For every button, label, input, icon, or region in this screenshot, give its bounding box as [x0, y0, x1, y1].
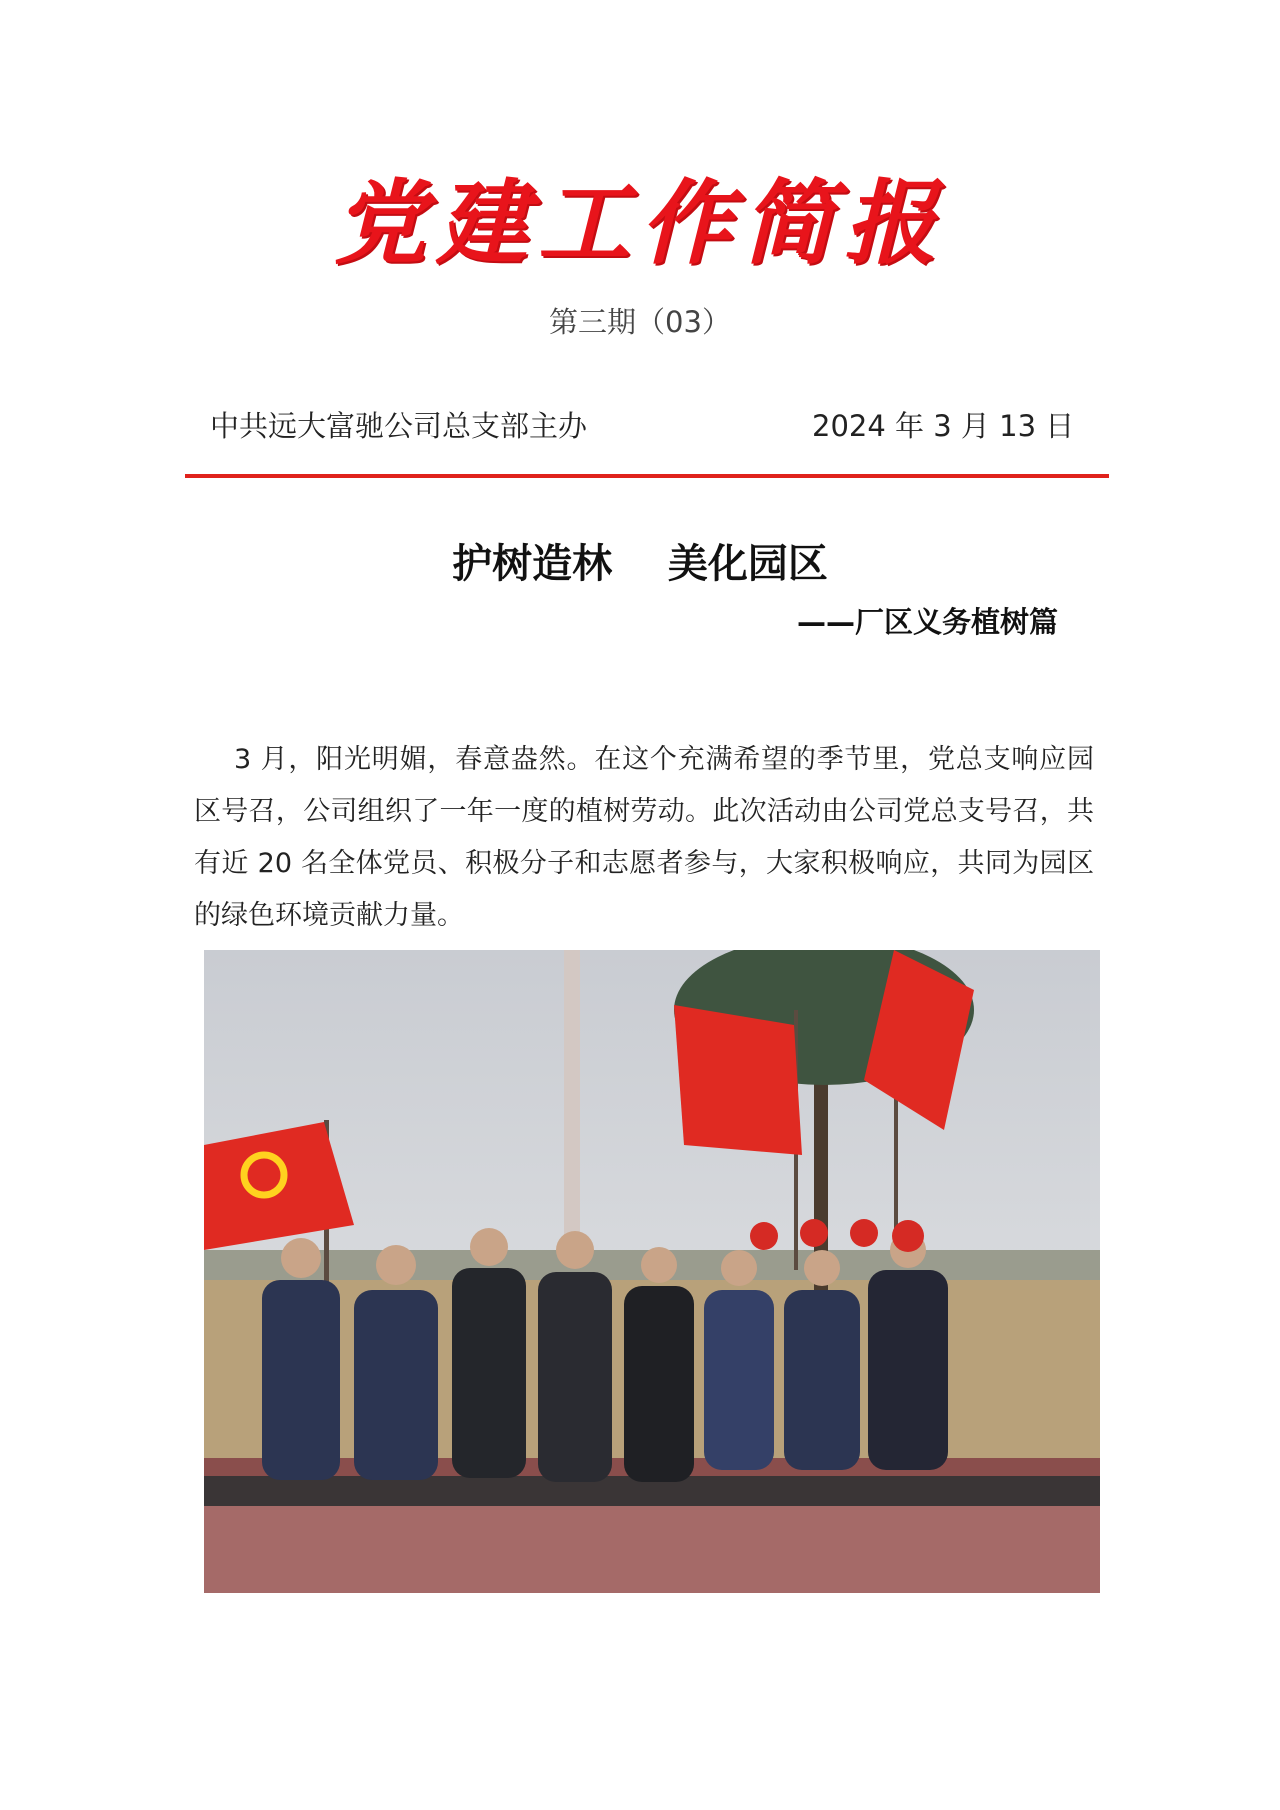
lamp-pole	[564, 950, 580, 1250]
article-subtitle: ——厂区义务植树篇	[796, 605, 1058, 639]
publish-date: 2024 年 3 月 13 日	[812, 409, 1075, 443]
group-photo	[204, 950, 1100, 1593]
center-flag	[674, 1005, 802, 1155]
article-body: 3 月，阳光明媚，春意盎然。在这个充满希望的季节里，党总支响应园区号召，公司组织了一年一度的植树劳动。此次活动由公司党总支号召，共有近 20 名全体党员、积极分子和志愿者参与，大家积极响应，共同为园区的绿色环境贡献力量。	[194, 744, 1094, 931]
publisher: 中共远大富驰公司总支部主办	[210, 409, 588, 443]
masthead-title: 党建工作简报	[333, 169, 946, 277]
pavement	[204, 1506, 1100, 1593]
issue-number: 第三期（03）	[549, 305, 731, 339]
article-headline: 护树造林 美化园区	[452, 541, 828, 587]
red-divider	[185, 474, 1109, 478]
